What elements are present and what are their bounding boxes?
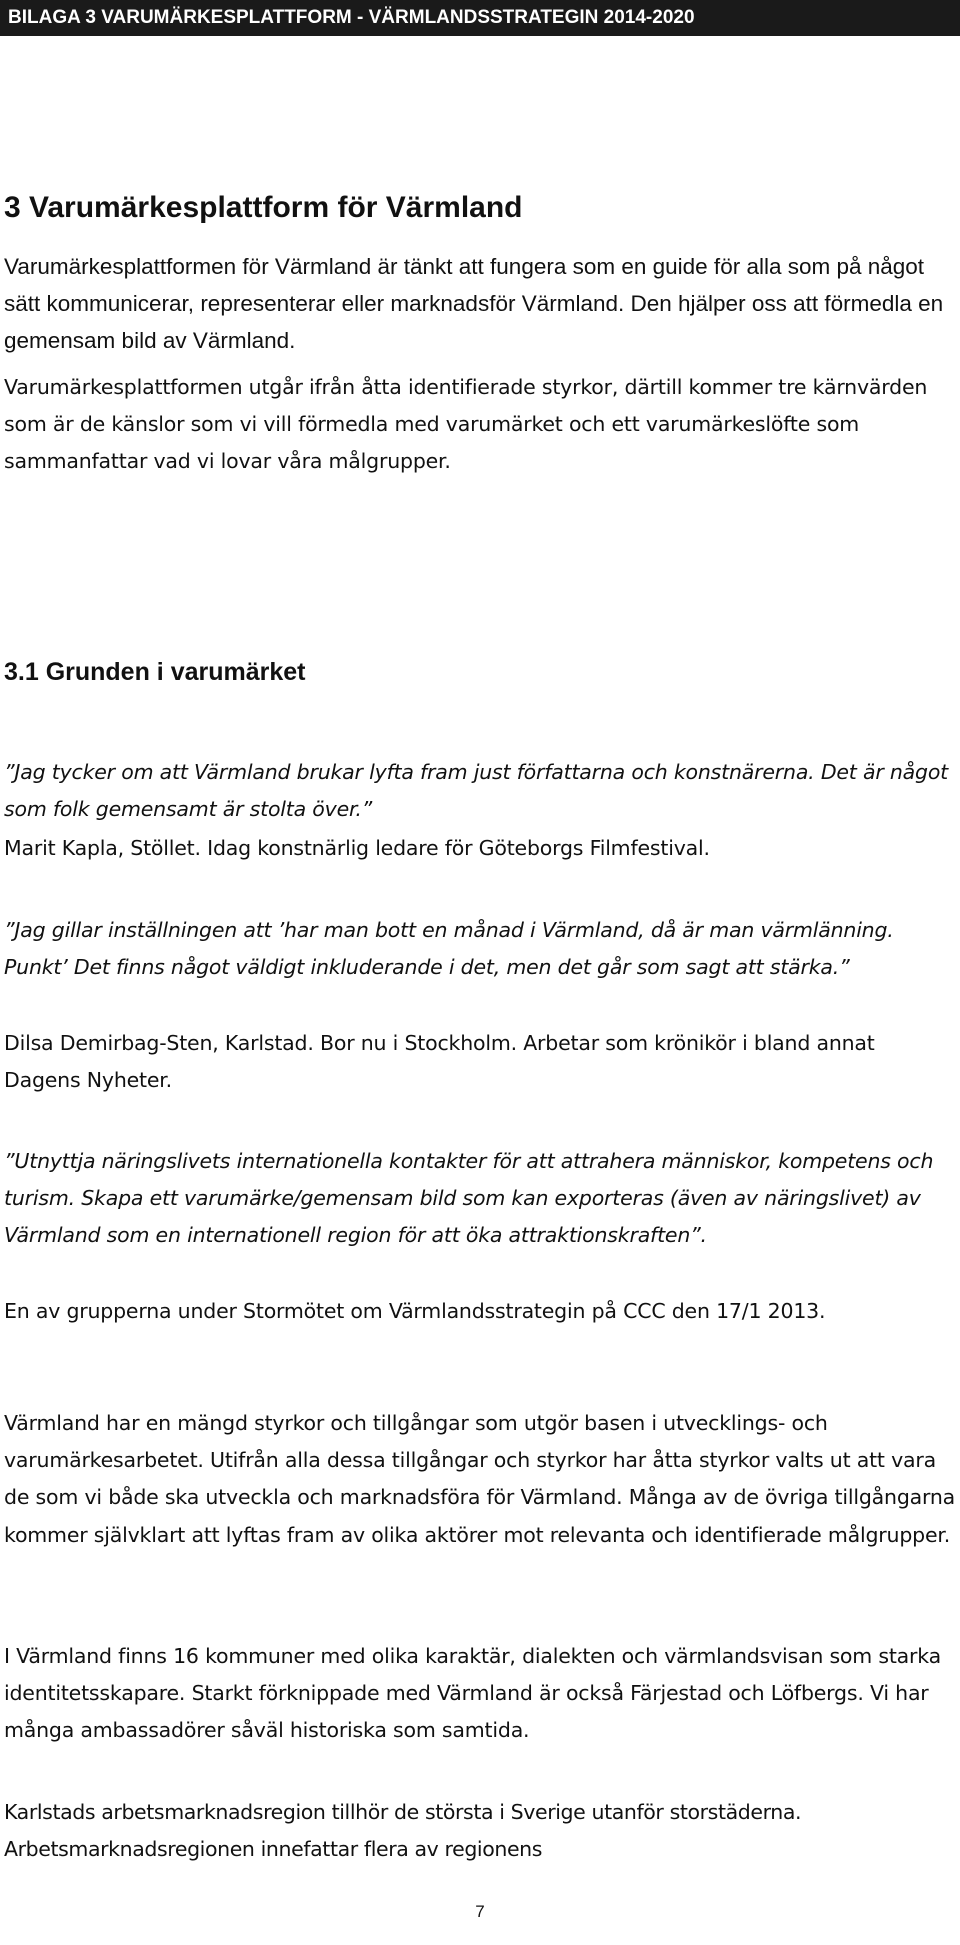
page-number: 7 [475,1902,485,1921]
quote-stormotet: ”Utnyttja näringslivets internationella kontakter för att attrahera människor, kompetens och turism. Skapa ett varumärke/gemensam bild som kan exporteras (även av näringslivet) av Värmland som en internationell region för att öka attraktionskraften”. [4,1149,934,1248]
labour-market-paragraph: Karlstads arbetsmarknadsregion tillhör de största i Sverige utanför storstäderna. Arbetsmarknadsregionen innefattar flera av regionens [4,1800,802,1862]
municipalities-paragraph: I Värmland finns 16 kommuner med olika karaktär, dialekten och värmlandsvisan som starka identitetsskapare. Starkt förknippade med Värmland är också Färjestad och Löfbergs. Vi har många ambassadörer såväl historiska som samtida. [4,1644,941,1743]
attribution-stormotet: En av grupperna under Stormötet om Värmlandsstrategin på CCC den 17/1 2013. [4,1299,826,1323]
document-header [0,0,960,36]
strengths-paragraph: Värmland har en mängd styrkor och tillgångar som utgör basen i utvecklings- och varumärkesarbetet. Utifrån alla dessa tillgångar och styrkor har åtta styrkor valts ut att vara de som vi både ska utveckla och marknadsföra för Värmland. Många av de övriga tillgångarna kommer självklart att lyftas fram av olika aktörer mot relevanta och identifierade målgrupper. [4,1411,956,1547]
section-paragraph: Varumärkesplattformen utgår ifrån åtta identifierade styrkor, därtill kommer tre kärnvärden som är de känslor som vi vill förmedla med varumärket och ett varumärkeslöfte som sammanfattar vad vi lovar våra målgrupper. [4,375,928,474]
section-intro: Varumärkesplattformen för Värmland är tänkt att fungera som en guide för alla som på något sätt kommunicerar, representerar eller marknadsför Värmland. Den hjälper oss att förmedla en gemensam bild av Värmland. [4,254,944,353]
section-heading: 3 Varumärkesplattform för Värmland [4,191,523,224]
attribution-kapla: Marit Kapla, Stöllet. Idag konstnärlig ledare för Göteborgs Filmfestival. [4,836,710,860]
quote-kapla: ”Jag tycker om att Värmland brukar lyfta fram just författarna och konstnärerna. Det är något som folk gemensamt är stolta över.” [4,760,949,822]
header-title: BILAGA 3 VARUMÄRKESPLATTFORM - VÄRMLANDSSTRATEGIN 2014-2020 [8,7,695,28]
quote-demirbag-sten: ”Jag gillar inställningen att ’har man bott en månad i Värmland, då är man värmlänning. Punkt’ Det finns något väldigt inkluderande i det, men det går som sagt att stärka.” [4,918,894,980]
attribution-demirbag-sten: Dilsa Demirbag-Sten, Karlstad. Bor nu i Stockholm. Arbetar som krönikör i bland annat Dagens Nyheter. [4,1031,875,1093]
subsection-heading: 3.1 Grunden i varumärket [4,658,306,686]
